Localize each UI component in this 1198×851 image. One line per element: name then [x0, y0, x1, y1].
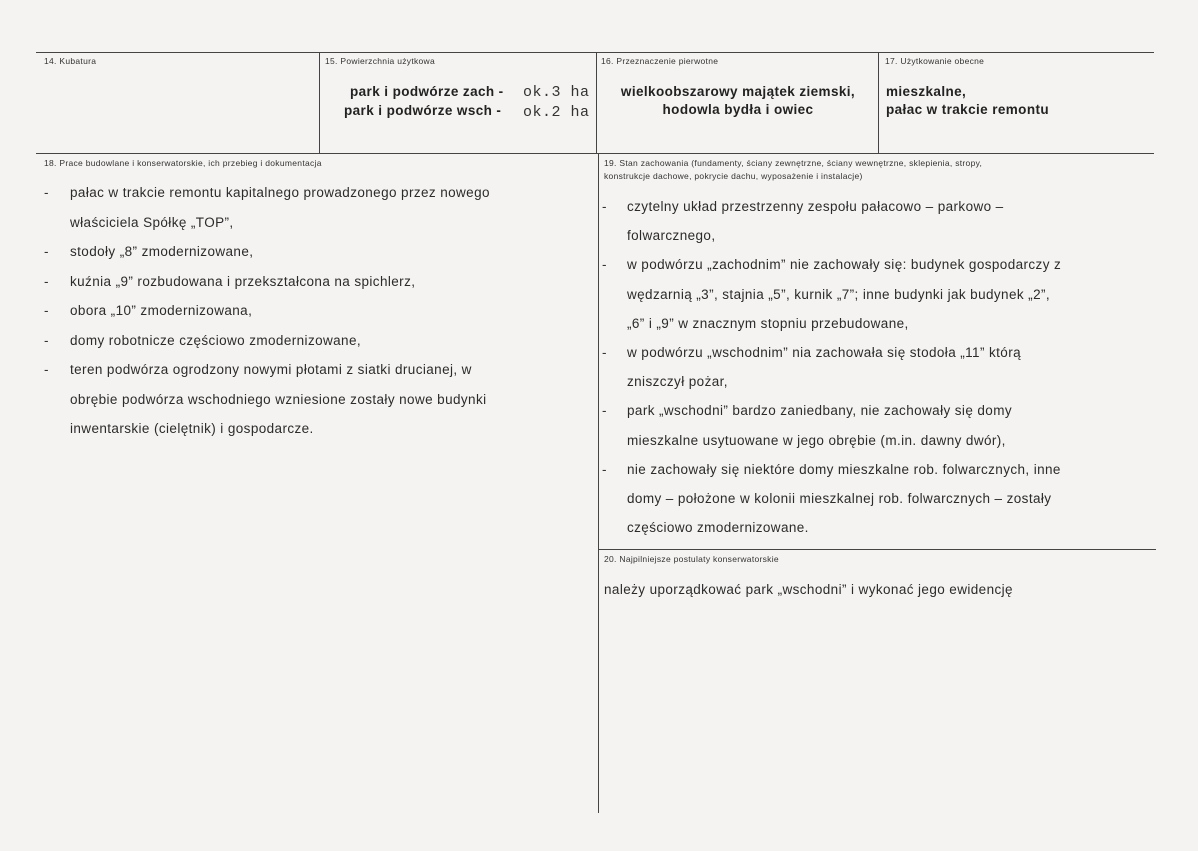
prace-bullet: -	[44, 362, 49, 377]
prace-item-line: właściciela Spółkę „TOP”,	[70, 214, 234, 230]
prace-item-line: pałac w trakcie remontu kapitalnego prowadzonego przez nowego	[70, 185, 490, 200]
stan-label-line1: 19. Stan zachowania (fundamenty, ściany zewnętrzne, ściany wewnętrzne, sklepienia, stropy,	[604, 158, 983, 168]
stan-item-line: w podwórzu „zachodnim” nie zachowały się: budynek gospodarczy z	[627, 257, 1062, 273]
stan-bullet: -	[602, 345, 607, 360]
prace-item-line: inwentarskie (cielętnik) i gospodarcze.	[70, 421, 314, 436]
top-row-bottom-border	[36, 153, 1154, 154]
divider-18-19	[598, 153, 599, 813]
prace-bullet: -	[44, 244, 49, 259]
stan-item-line: czytelny układ przestrzenny zespołu pałacowo – parkowo –	[627, 199, 1004, 214]
divider-19-20	[598, 549, 1156, 550]
top-row-top-border	[36, 52, 1154, 53]
prace-item-line: obrębie podwórza wschodniego wzniesione zostały nowe budynki	[70, 391, 487, 407]
prace-bullet: -	[44, 303, 49, 318]
stan-bullet: -	[602, 257, 607, 273]
stan-bullet: -	[602, 199, 607, 214]
stan-label-line2: konstrukcje dachowe, pokrycie dachu, wyposażenie i instalacje)	[604, 171, 863, 181]
przeznaczenie-label: 16. Przeznaczenie pierwotne	[601, 56, 719, 66]
postulaty-text: należy uporządkować park „wschodni” i wykonać jego ewidencję	[604, 582, 1013, 597]
kubatura-label: 14. Kubatura	[44, 56, 97, 66]
stan-item-line: „6” i „9” w znacznym stopniu przebudowane,	[627, 315, 909, 331]
stan-item-line: folwarcznego,	[627, 228, 716, 244]
powierzchnia-label: 15. Powierzchnia użytkowa	[325, 56, 436, 66]
powierzchnia-line1-value: ok.3 ha	[523, 84, 590, 101]
prace-item-line: teren podwórza ogrodzony nowymi płotami z siatki drucianej, w	[70, 362, 472, 377]
przeznaczenie-line1: wielkoobszarowy majątek ziemski,	[620, 84, 856, 99]
przeznaczenie-line2: hodowla bydła i owiec	[662, 102, 814, 117]
powierzchnia-line1-text: park i podwórze zach -	[350, 84, 504, 99]
prace-item-line: obora „10” zmodernizowana,	[70, 303, 253, 318]
uzytkowanie-line1: mieszkalne,	[886, 84, 967, 99]
stan-bullet: -	[602, 403, 607, 419]
prace-item-line: domy robotnicze częściowo zmodernizowane,	[70, 332, 362, 348]
powierzchnia-line2-value: ok.2 ha	[523, 104, 590, 121]
prace-bullet: -	[44, 185, 49, 200]
stan-bullet: -	[602, 461, 607, 477]
uzytkowanie-label: 17. Użytkowanie obecne	[885, 56, 985, 66]
stan-item-line: w podwórzu „wschodnim” nia zachowała się stodoła „11” którą	[627, 345, 1022, 360]
powierzchnia-line2-text: park i podwórze wsch -	[344, 103, 502, 118]
stan-item-line: nie zachowały się niektóre domy mieszkalne rob. folwarcznych, inne	[627, 461, 1061, 477]
stan-item-line: park „wschodni” bardzo zaniedbany, nie zachowały się domy	[627, 403, 1012, 419]
divider-14-15	[319, 52, 320, 154]
prace-bullet: -	[44, 332, 49, 348]
stan-item-line: domy – położone w kolonii mieszkalnej rob. folwarcznych – zostały	[627, 491, 1052, 506]
stan-item-line: zniszczył pożar,	[627, 374, 728, 390]
stan-item-line: częściowo zmodernizowane.	[627, 520, 809, 536]
divider-15-16	[596, 52, 597, 154]
prace-bullet: -	[44, 273, 49, 289]
prace-item-line: kuźnia „9” rozbudowana i przekształcona na spichlerz,	[70, 273, 416, 289]
stan-item-line: wędzarnią „3”, stajnia „5”, kurnik „7”; inne budynki jak budynek „2”,	[627, 286, 1051, 302]
stan-item-line: mieszkalne usytuowane w jego obrębie (m.in. dawny dwór),	[627, 432, 1006, 448]
prace-item-line: stodoły „8” zmodernizowane,	[70, 244, 254, 259]
prace-label: 18. Prace budowlane i konserwatorskie, ich przebieg i dokumentacja	[44, 158, 322, 168]
postulaty-label: 20. Najpilniejsze postulaty konserwatorskie	[604, 554, 779, 564]
uzytkowanie-line2: pałac w trakcie remontu	[886, 102, 1050, 117]
divider-16-17	[878, 52, 879, 154]
